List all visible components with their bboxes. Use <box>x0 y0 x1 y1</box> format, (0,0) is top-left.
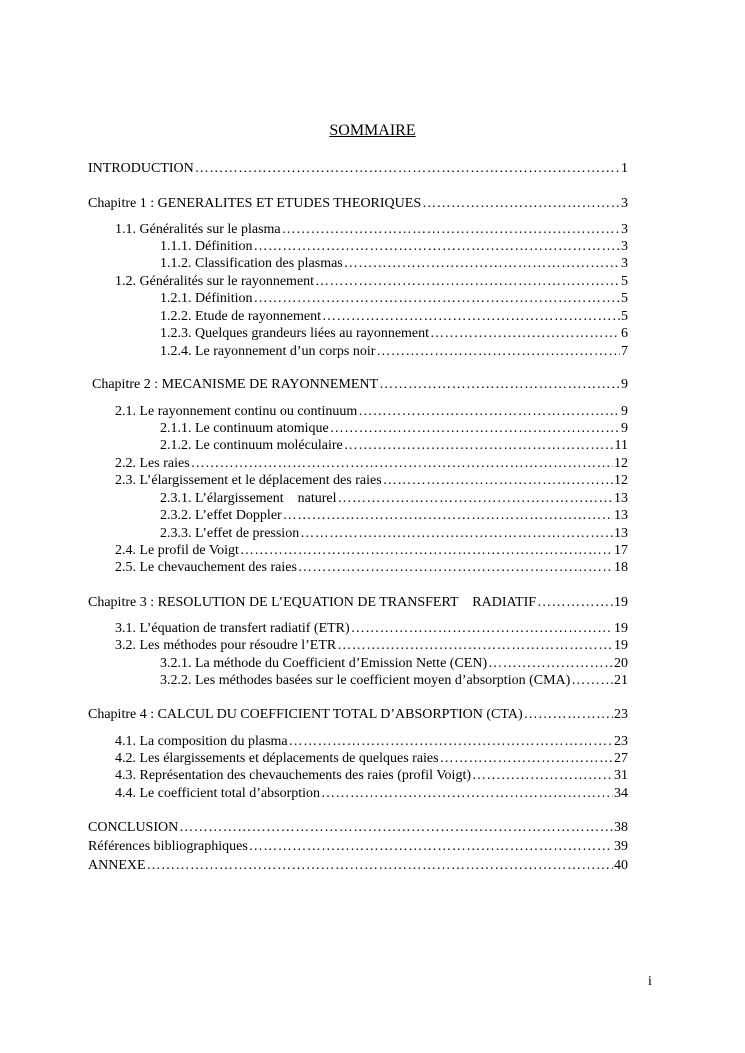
toc-entry-1-2 <box>115 273 628 291</box>
toc-entry-text: 4.4. Le coefficient total d’absorption <box>115 786 321 801</box>
toc-leader <box>283 507 613 525</box>
toc-entry-text: 2.5. Le chevauchement des raies <box>115 560 297 575</box>
toc-entry-text: 2.1. Le rayonnement continu ou continuum <box>115 404 358 419</box>
toc-entry-text: 1.1. Généralités sur le plasma <box>115 222 281 237</box>
toc-page: 5 <box>621 291 628 306</box>
toc-leader <box>298 559 613 577</box>
toc-entry-annexe <box>88 857 628 875</box>
toc-leader <box>376 343 620 361</box>
toc-entry-2-2 <box>115 455 628 473</box>
toc-leader <box>440 750 613 768</box>
toc-entry-3-2-2 <box>160 672 628 690</box>
toc-leader <box>147 857 613 875</box>
toc-page: 3 <box>621 256 628 271</box>
toc-page: 12 <box>614 473 628 488</box>
toc-entry-4-2 <box>115 750 628 768</box>
toc-entry-text: 3.1. L’équation de transfert radiatif (ETR) <box>115 621 350 636</box>
toc-entry-text: 1.2. Généralités sur le rayonnement <box>115 274 315 289</box>
toc-leader <box>330 420 620 438</box>
toc-entry-2-1 <box>115 403 628 421</box>
toc-entry-conclusion <box>88 819 628 837</box>
toc-leader <box>351 620 613 638</box>
toc-entry-text: 1.2.4. Le rayonnement d’un corps noir <box>160 344 376 359</box>
toc-entry-text: 2.3. L’élargissement et le déplacement des raies <box>115 473 382 488</box>
toc-entry-text: 1.2.1. Définition <box>160 291 253 306</box>
toc-page: 3 <box>621 239 628 254</box>
toc-page: 5 <box>621 274 628 289</box>
toc-entry-3-1 <box>115 620 628 638</box>
toc-page: 19 <box>614 621 628 636</box>
toc-leader <box>422 195 620 213</box>
toc-leader <box>282 221 620 239</box>
toc-entry-2-4 <box>115 542 628 560</box>
toc-page: 38 <box>614 820 628 835</box>
page-title: SOMMAIRE <box>329 122 416 139</box>
toc-entry-text: 4.2. Les élargissements et déplacements de quelques raies <box>115 751 439 766</box>
toc-entry-text: 2.4. Le profil de Voigt <box>115 543 239 558</box>
toc-page: 3 <box>621 222 628 237</box>
toc-page: 13 <box>614 491 628 506</box>
toc-entry-text: 3.2.2. Les méthodes basées sur le coefficient moyen d’absorption (CMA) <box>160 673 571 688</box>
toc-leader <box>358 403 620 421</box>
toc-leader <box>430 325 620 343</box>
toc-page: 27 <box>614 751 628 766</box>
toc-page: 11 <box>614 438 628 453</box>
toc-entry-text: 3.2.1. La méthode du Coefficient d’Emission Nette (CEN) <box>160 656 488 671</box>
toc-entry-text: 2.3.1. L’élargissement naturel <box>160 491 337 506</box>
toc-entry-2-3-3 <box>160 525 628 543</box>
toc-page: 19 <box>614 638 628 653</box>
toc-entry-1-1-1 <box>160 238 628 256</box>
toc-leader <box>383 472 613 490</box>
toc-page: 9 <box>621 377 628 392</box>
toc-entry-2-3-1 <box>160 490 628 508</box>
toc-leader <box>315 273 620 291</box>
toc-page: 9 <box>621 421 628 436</box>
toc-leader <box>379 376 620 394</box>
toc-entry-1-2-2 <box>160 308 628 326</box>
toc-entry-chapter-1 <box>88 195 628 213</box>
toc-leader <box>472 767 613 785</box>
toc-entry-text: 2.3.3. L’effet de pression <box>160 526 300 541</box>
toc-page: 5 <box>621 309 628 324</box>
toc-leader <box>249 838 613 856</box>
toc-page: 23 <box>614 707 628 722</box>
toc-leader <box>300 525 613 543</box>
toc-leader <box>524 706 613 724</box>
toc-entry-4-3 <box>115 767 628 785</box>
toc-leader <box>338 490 613 508</box>
toc-page: 31 <box>614 768 628 783</box>
toc-entry-2-1-2 <box>160 437 628 455</box>
toc-entry-text: INTRODUCTION <box>88 161 194 176</box>
toc-entry-text: Chapitre 3 : RESOLUTION DE L’EQUATION DE TRANSFERT RADIATIF <box>88 595 537 610</box>
toc-leader <box>254 290 620 308</box>
toc-page: 20 <box>614 656 628 671</box>
toc-leader <box>322 308 620 326</box>
toc-page: 19 <box>614 595 628 610</box>
toc-page: 13 <box>614 526 628 541</box>
toc-entry-4-4 <box>115 785 628 803</box>
toc-entry-text: 1.2.2. Etude de rayonnement <box>160 309 321 324</box>
toc-entry-text: 2.3.2. L’effet Doppler <box>160 508 282 523</box>
toc-page: 9 <box>621 404 628 419</box>
toc-entry-1-1-2 <box>160 255 628 273</box>
toc-leader <box>289 733 613 751</box>
toc-leader <box>337 637 613 655</box>
toc-entry-text: Chapitre 4 : CALCUL DU COEFFICIENT TOTAL D’ABSORPTION (CTA) <box>88 707 523 722</box>
toc-entry-chapter-2 <box>92 376 628 394</box>
toc-page: 12 <box>614 456 628 471</box>
toc-leader <box>537 594 613 612</box>
toc-entry-text: 1.1.1. Définition <box>160 239 253 254</box>
toc-entry-text: 2.1.2. Le continuum moléculaire <box>160 438 343 453</box>
toc-leader <box>344 255 620 273</box>
toc-entry-1-2-1 <box>160 290 628 308</box>
page-number: i <box>648 974 652 989</box>
toc-entry-2-3 <box>115 472 628 490</box>
toc-leader <box>571 672 613 690</box>
toc-page: 13 <box>614 508 628 523</box>
toc-page: 34 <box>614 786 628 801</box>
toc-entry-text: 1.2.3. Quelques grandeurs liées au rayonnement <box>160 326 430 341</box>
toc-entry-text: 3.2. Les méthodes pour résoudre l’ETR <box>115 638 337 653</box>
toc-entry-text: CONCLUSION <box>88 820 179 835</box>
toc-page: 7 <box>621 344 628 359</box>
toc-entry-1-2-3 <box>160 325 628 343</box>
toc-entry-1-2-4 <box>160 343 628 361</box>
toc-entry-text: 4.3. Représentation des chevauchements des raies (profil Voigt) <box>115 768 471 783</box>
toc-entry-text: ANNEXE <box>88 858 146 873</box>
toc-leader <box>179 819 613 837</box>
toc-entry-references <box>88 838 628 856</box>
toc-page: 21 <box>614 673 628 688</box>
toc-page: 18 <box>614 560 628 575</box>
toc-leader <box>195 160 620 178</box>
toc-leader <box>488 655 613 673</box>
toc-entry-4-1 <box>115 733 628 751</box>
toc-entry-introduction <box>88 160 628 178</box>
toc-entry-3-2-1 <box>160 655 628 673</box>
toc-leader <box>240 542 613 560</box>
toc-page: 17 <box>614 543 628 558</box>
toc-entry-text: 4.1. La composition du plasma <box>115 734 288 749</box>
toc-entry-text: 1.1.2. Classification des plasmas <box>160 256 343 271</box>
toc-entry-2-3-2 <box>160 507 628 525</box>
toc-entry-2-5 <box>115 559 628 577</box>
toc-entry-text: Références bibliographiques <box>88 839 248 854</box>
toc-leader <box>191 455 613 473</box>
toc-entry-1-1 <box>115 221 628 239</box>
toc-entry-chapter-3 <box>88 594 628 612</box>
toc-page: 6 <box>621 326 628 341</box>
toc-entry-chapter-4 <box>88 706 628 724</box>
toc-entry-3-2 <box>115 637 628 655</box>
toc-page: 3 <box>621 196 628 211</box>
toc-entry-text: 2.1.1. Le continuum atomique <box>160 421 329 436</box>
toc-leader <box>254 238 620 256</box>
toc-page: 40 <box>614 858 628 873</box>
toc-leader <box>344 437 614 455</box>
toc-page: 1 <box>621 161 628 176</box>
toc-entry-2-1-1 <box>160 420 628 438</box>
toc-entry-text: 2.2. Les raies <box>115 456 190 471</box>
toc-entry-text: Chapitre 1 : GENERALITES ET ETUDES THEORIQUES <box>88 196 422 211</box>
toc-leader <box>321 785 613 803</box>
toc-page: 39 <box>614 839 628 854</box>
toc-page: 23 <box>614 734 628 749</box>
toc-entry-text: Chapitre 2 : MECANISME DE RAYONNEMENT <box>92 377 379 392</box>
